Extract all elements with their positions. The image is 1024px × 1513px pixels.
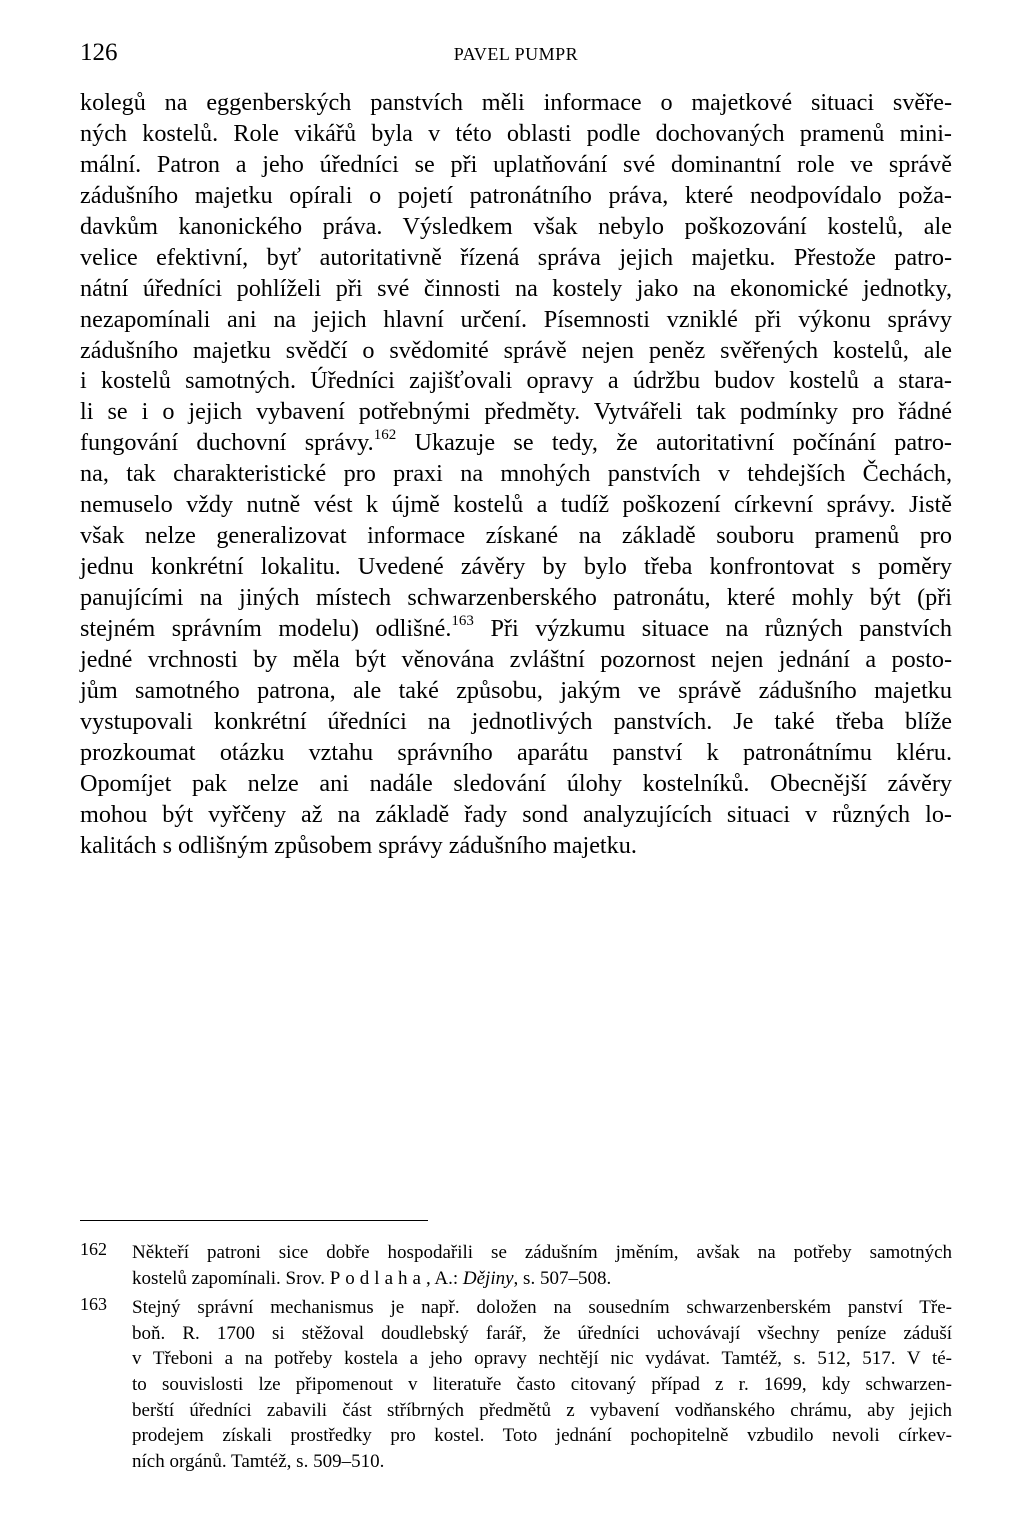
text-line: jedné vrchnosti by měla být věnována zvláštní pozornost nejen jednání a posto- xyxy=(80,645,952,673)
text-line: však nelze generalizovat informace získané na základě souboru pramenů pro xyxy=(80,522,952,550)
footnote-line: to souvislosti lze připomenout v literatuře často citovaný případ z r. 1699, kdy schwarzen- xyxy=(132,1373,952,1395)
footnote-line: v Třeboni a na potřeby kostela a jeho opravy nechtějí nic vydávat. Tamtéž, s. 512, 517. V té- xyxy=(132,1348,952,1370)
footnote-line: prodejem získali prostředky pro kostel. Toto jednání pochopitelně vzbudilo nevoli církev- xyxy=(132,1425,952,1447)
footnote-line xyxy=(132,1266,952,1292)
footnote-number: 163 xyxy=(80,1294,107,1315)
footnote-line: Stejný správní mechanismus je např. doložen na sousedním schwarzenberském panství Tře- xyxy=(132,1297,952,1319)
footnote-ref-162[interactable]: 162 xyxy=(373,427,397,444)
text-segment: kostelů zapomínali. Srov. xyxy=(132,1267,330,1289)
text-segment: , A.: xyxy=(425,1267,463,1289)
text-line: i kostelů samotných. Úředníci zajišťovali opravy a údržbu budov kostelů a stara- xyxy=(80,367,952,395)
text-line: kolegů na eggenberských panstvích měli informace o majetkové situaci svěře- xyxy=(80,89,952,116)
text-line: mální. Patron a jeho úředníci se při uplatňování své dominantní role ve správě xyxy=(80,150,952,178)
work-title: Dějiny xyxy=(462,1267,514,1289)
text-segment: Při výzkumu situace na různých panstvích xyxy=(473,614,952,642)
text-line-with-ref-163 xyxy=(80,614,952,645)
footnote-line: Někteří patroni sice dobře hospodařili se zádušním jměním, avšak na potřeby samotných xyxy=(132,1242,952,1263)
text-line: na, tak charakteristické pro praxi na mnohých panstvích v tehdejších Čechách, xyxy=(80,460,952,488)
page-number: 126 xyxy=(80,39,118,66)
footnote-162 xyxy=(80,1240,952,1291)
footnote-line: berští úředníci zabavili část stříbrných předmětů z vybavení vodňanského chrámu, aby jejich xyxy=(132,1399,952,1421)
footnote-163 xyxy=(80,1295,952,1474)
footnotes xyxy=(80,1240,952,1478)
text-line: nezapomínali ani na jejich hlavní určení. Písemnosti vzniklé při výkonu správy xyxy=(80,305,952,333)
text-segment: stejném správním modelu) odlišné. xyxy=(80,614,452,642)
text-segment: fungování duchovní správy. xyxy=(80,429,374,457)
text-line: zádušního majetku opírali o pojetí patronátního práva, které neodpovídalo poža- xyxy=(80,181,952,209)
text-line: prozkoumat otázku vztahu správního aparátu panství k patronátnímu kléru. xyxy=(80,738,952,766)
footnote-ref-163[interactable]: 163 xyxy=(451,612,474,629)
running-title: PAVEL PUMPR xyxy=(453,44,579,64)
running-head xyxy=(80,38,952,74)
footnote-divider xyxy=(80,1220,428,1221)
text-line: jednu konkrétní lokalitu. Uvedené závěry by bylo třeba konfrontovat s poměry xyxy=(80,553,952,581)
footnote-line: boň. R. 1700 si stěžoval doudlebský farář, že úředníci uchovávají všechny peníze záduší xyxy=(132,1322,952,1344)
body-paragraph xyxy=(80,88,952,861)
footnote-line: ních orgánů. Tamtéž, s. 509–510. xyxy=(132,1450,385,1472)
text-line: davkům kanonického práva. Výsledkem však nebylo poškozování kostelů, ale xyxy=(80,212,952,240)
text-line: Opomíjet pak nelze ani nadále sledování úlohy kostelníků. Obecnější závěry xyxy=(80,769,952,797)
text-segment: , s. 507–508. xyxy=(513,1267,612,1289)
text-line: panujícími na jiných místech schwarzenberského patronátu, které mohly být (při xyxy=(80,584,952,611)
page xyxy=(80,38,952,861)
text-line: li se i o jejich vybavení potřebnými předměty. Vytvářeli tak podmínky pro řádné xyxy=(80,398,952,426)
text-line: velice efektivní, byť autoritativně řízená správa jejich majetku. Přestože patro- xyxy=(80,243,952,271)
text-line: vystupovali konkrétní úředníci na jednotlivých panstvích. Je také třeba blíže xyxy=(80,707,952,735)
text-segment: Ukazuje se tedy, že autoritativní počínání patro- xyxy=(396,429,952,457)
text-line: jům samotného patrona, ale také způsobu, jakým ve správě zádušního majetku xyxy=(80,676,952,704)
text-line: kalitách s odlišným způsobem správy zádušního majetku. xyxy=(80,831,637,859)
text-line-with-ref-162 xyxy=(80,428,952,459)
text-line: nemuselo vždy nutně vést k újmě kostelů a tudíž poškození církevní správy. Jistě xyxy=(80,491,952,519)
text-line: zádušního majetku svědčí o svědomité správě nejen peněz svěřených kostelů, ale xyxy=(80,336,952,364)
text-line: mohou být vyřčeny až na základě řady sond analyzujících situaci v různých lo- xyxy=(80,800,952,828)
text-line: ných kostelů. Role vikářů byla v této oblasti podle dochovaných pramenů mini- xyxy=(80,119,952,147)
author-name: Podlaha xyxy=(329,1267,426,1289)
text-line: nátní úředníci pohlíželi při své činnosti na kostely jako na ekonomické jednotky, xyxy=(80,274,952,302)
footnote-number: 162 xyxy=(80,1239,107,1259)
